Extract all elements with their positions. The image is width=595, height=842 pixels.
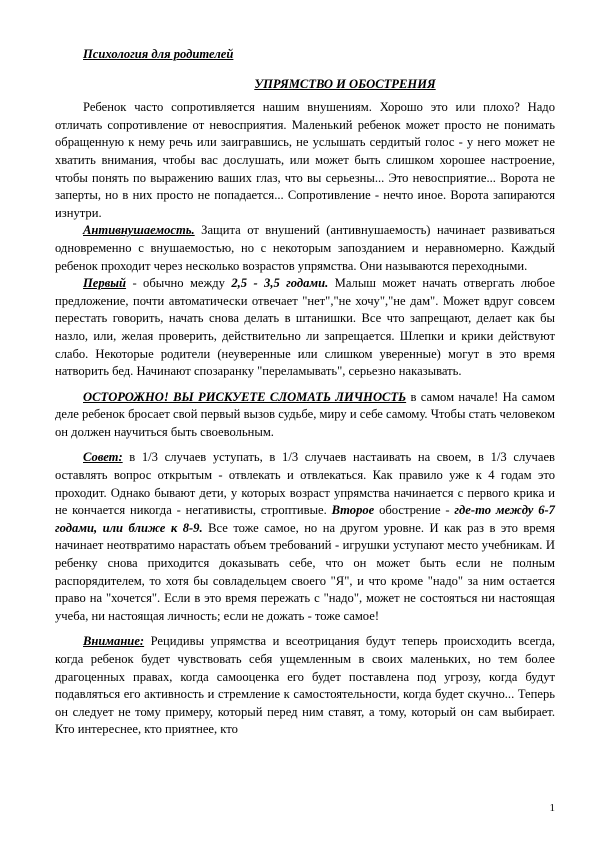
term-antisuggestibility: Антивнушаемость. — [83, 223, 195, 238]
term-first: Первый — [83, 276, 127, 291]
paragraph-first-text-a: - обычно между — [126, 276, 232, 291]
page-number: 1 — [549, 802, 555, 815]
paragraph-warning-text: в самом начале! На самом деле ребенок бросает свой первый вызов судьбе, миру и себе самому. Чтобы стать человеком он должен научиться быть своевольным. — [55, 389, 555, 439]
paragraph-warning — [55, 389, 555, 442]
paragraph-first-text-b: Малыш может начать отвергать любое предложение, почти автоматически отвечает "нет","не хочу","не дам". Может вдруг совсем перестать говорить, начать снова делать в штанишки. Все что запрещают, делает как бы назло, или, желая проверить, действительно ли запрещается. Шлепки и крики действуют слабо. Некоторые родители (неуверенные или слишком уверенные) могут в это время натворить бед. Начинают спозаранку "переламывать", серьезно наказывать. — [55, 276, 556, 379]
paragraph-first-age — [55, 275, 555, 381]
paragraph-antisuggestibility — [55, 222, 555, 275]
warning-text: ОСТОРОЖНО! ВЫ РИСКУЕТЕ СЛОМАТЬ ЛИЧНОСТЬ — [83, 389, 407, 404]
paragraph-attention — [55, 633, 555, 739]
paragraph-intro: Ребенок часто сопротивляется нашим внушениям. Хорошо это или плохо? Надо отличать сопротивление от невосприятия. Маленький ребенок может просто не понимать обращенную к нему речь или заигравшись, не услышать сердитый голос - у него может не хватить внимания, чтобы вас дослушать, или может быть слишком хорошее настроение, чтобы понять по выражению ваших глаз, что вы серьезны... Это невосприятие... Ворота не заперты, но в них просто не попадается... Сопротивление - нечто иное. Ворота запираются изнутри. — [55, 100, 555, 220]
first-age-range: 2,5 - 3,5 годами. — [231, 276, 329, 291]
term-second: Второе — [331, 503, 375, 518]
term-advice: Совет: — [83, 450, 123, 465]
rubric-heading: Психология для родителей — [83, 47, 234, 61]
paragraph-advice — [55, 449, 555, 625]
paragraph-advice-text-a: в 1/3 случаев уступать, в 1/3 случаев настаивать на своем, в 1/3 случаев оставлять вопрос открытым - отвлекать и отвлекаться. Как правило уже к 4 годам это проходит. Однако бывают дети, у которых возраст упрямства начинается с первого крика и не кончается никогда - негативисты, строптивые. — [55, 450, 555, 518]
paragraph-attention-text: Рецидивы упрямства и всеотрицания будут теперь происходить всегда, когда ребенок будет чувствовать себя ущемленным в своих маленьких, но тем более драгоценных правах, когда самооценка его будет поставлена под угрозу, когда будут подавляться его активность и стремление к самостоятельности, когда будет скучно... Теперь он следует не тому примеру, который перед ним ставят, а тому, который он сам выбирает. Кто интереснее, кто приятнее, кто — [55, 634, 555, 737]
term-attention: Внимание: — [83, 634, 145, 649]
page-title: УПРЯМСТВО И ОБОСТРЕНИЯ — [254, 76, 436, 91]
paragraph-advice-text-c: Все тоже самое, но на другом уровне. И как раз в это время начинает неотвратимо нарастать объем требований - игрушки уступают место учебникам. И ребенку снова приходится доказывать себе, что он может быть если не полным распорядителем, то хотя бы совладельцем своего "Я", и что кроме "надо" за ним остается право на "хочется". Если в это время пережать с "надо", может не состояться ни настоящая учеба, ни настоящая личность; если не дожать - тоже самое! — [55, 520, 556, 623]
second-age-range: где-то между 6-7 годами, или ближе к 8-9. — [55, 503, 555, 535]
paragraph-advice-text-b: обострение - — [374, 503, 455, 518]
paragraph-antisuggestibility-text: Защита от внушений (антивнушаемость) начинает развиваться одновременно с внушаемостью, но с некоторым запозданием и неравномерно. Каждый ребенок проходит через несколько возрастов упрямства. Они называются переходными. — [55, 223, 555, 273]
